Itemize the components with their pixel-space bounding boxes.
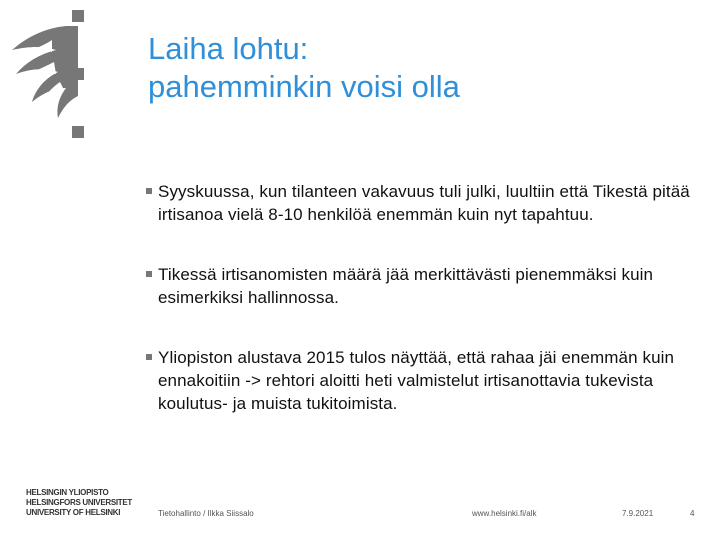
university-name-fi: HELSINGIN YLIOPISTO <box>26 488 109 497</box>
bullet-text: Tikessä irtisanomisten määrä jää merkittävästi pienemmäksi kuin esimerkiksi hallinnossa. <box>158 265 654 307</box>
slide-title <box>148 30 708 106</box>
bullet-list <box>146 180 706 415</box>
slide-title-line: Laiha lohtu: <box>148 31 309 66</box>
bullet-item <box>146 263 706 309</box>
slide-title-line: pahemminkin voisi olla <box>148 69 460 104</box>
helsinki-university-flame-logo-icon <box>6 6 106 146</box>
university-name-en: UNIVERSITY OF HELSINKI <box>26 508 121 517</box>
footer-date: 7.9.2021 <box>622 509 654 518</box>
bullet-square-icon <box>146 271 152 277</box>
university-name-sv: HELSINGFORS UNIVERSITET <box>26 498 132 507</box>
bullet-item <box>146 180 706 226</box>
bullet-square-icon <box>146 354 152 360</box>
footer-department: Tietohallinto / Ilkka Siissalo <box>158 509 254 518</box>
footer-page-number: 4 <box>690 509 695 518</box>
footer-url: www.helsinki.fi/alk <box>472 509 537 518</box>
bullet-text: Yliopiston alustava 2015 tulos näyttää, että rahaa jäi enemmän kuin ennakoitiin -> rehtori aloitti heti valmistelut irtisanottavia tukevista koulutus- ja muista tukitoimista. <box>158 348 675 413</box>
university-name-logotype <box>26 488 132 518</box>
bullet-square-icon <box>146 188 152 194</box>
bullet-text: Syyskuussa, kun tilanteen vakavuus tuli julki, luultiin että Tikestä pitää irtisanoa vielä 8-10 henkilöä enemmän kuin nyt tapahtuu. <box>158 182 690 224</box>
bullet-item <box>146 346 706 415</box>
